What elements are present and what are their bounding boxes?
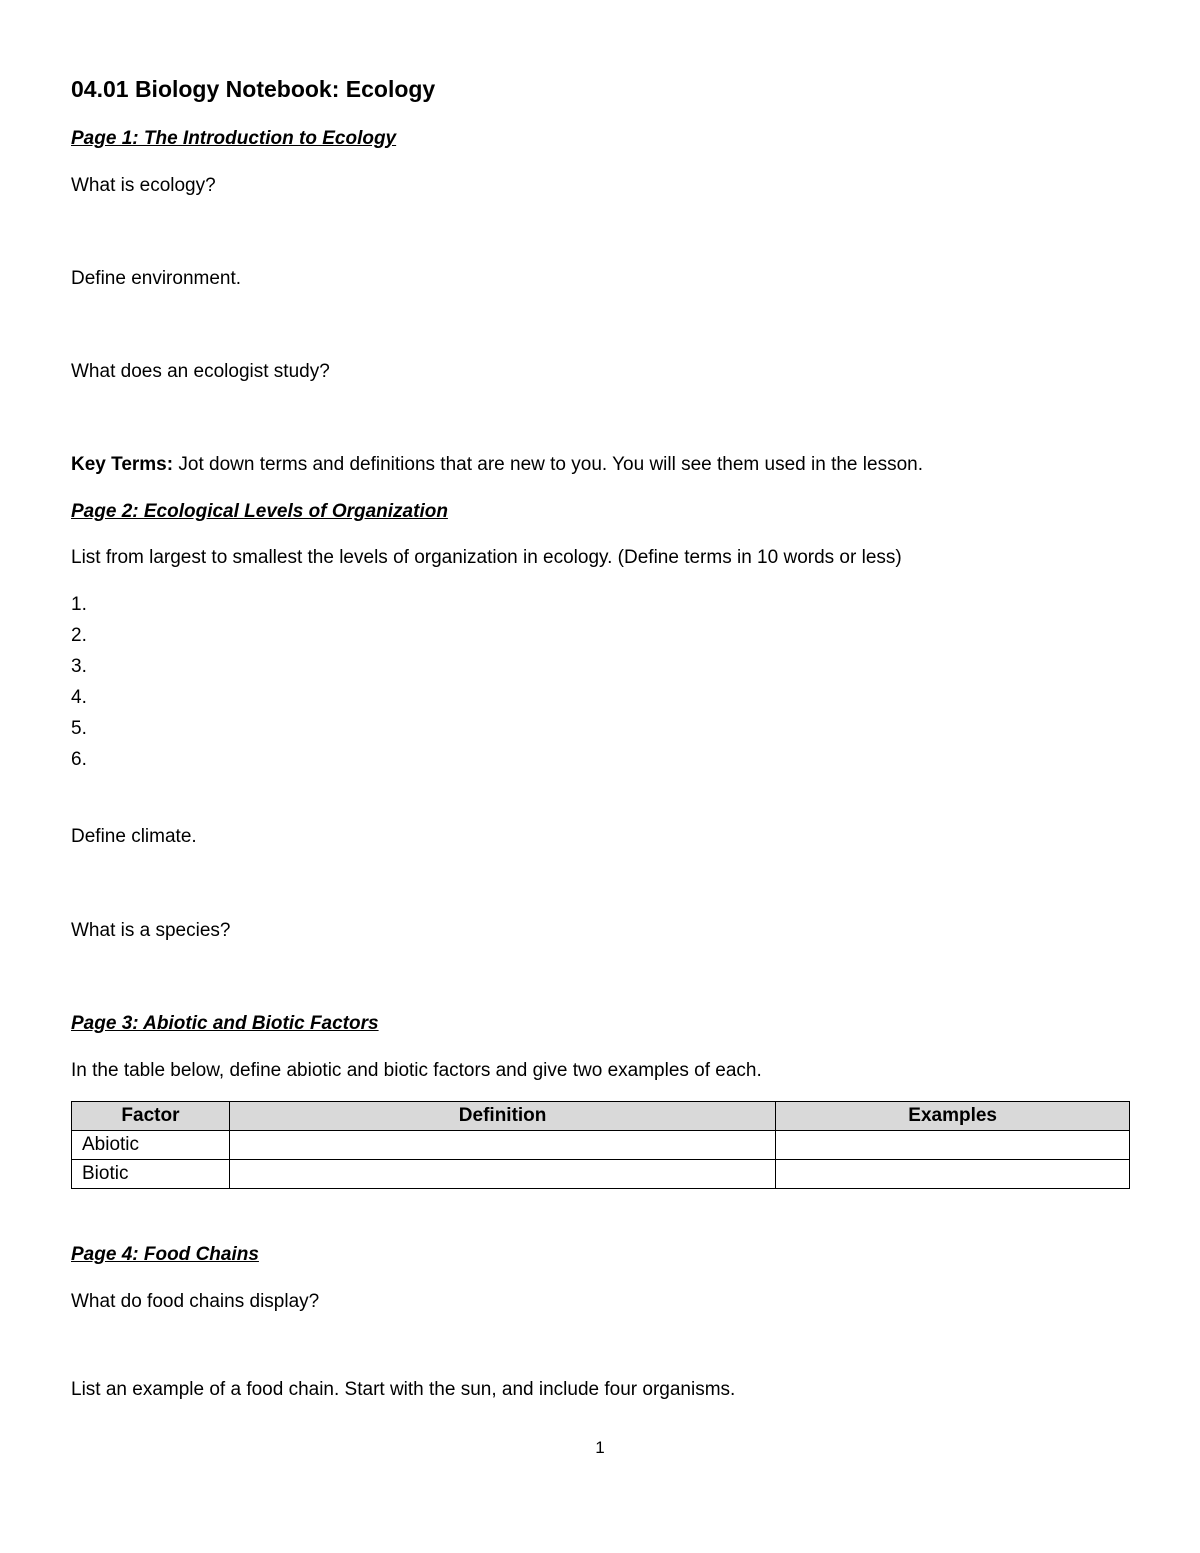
section-heading-page-1: Page 1: The Introduction to Ecology [71, 128, 397, 149]
table-cell-factor: Abiotic [72, 1131, 230, 1160]
question-ecologist-study: What does an ecologist study? [71, 361, 330, 382]
list-item: 2. [71, 625, 87, 646]
table-cell-factor: Biotic [72, 1160, 230, 1189]
question-define-climate: Define climate. [71, 826, 197, 847]
table-header-definition: Definition [229, 1102, 775, 1131]
list-item: 5. [71, 718, 87, 739]
table-cell-definition[interactable] [229, 1131, 775, 1160]
key-terms-line [71, 455, 923, 474]
table-cell-definition[interactable] [229, 1160, 775, 1189]
list-item: 3. [71, 656, 87, 677]
list-item: 6. [71, 749, 87, 770]
section-heading-page-2: Page 2: Ecological Levels of Organization [71, 501, 448, 522]
levels-instruction: List from largest to smallest the levels of organization in ecology. (Define terms in 10 words or less) [71, 547, 902, 568]
question-food-chain-example: List an example of a food chain. Start with the sun, and include four organisms. [71, 1379, 736, 1400]
factors-instruction: In the table below, define abiotic and biotic factors and give two examples of each. [71, 1060, 762, 1081]
document-title: 04.01 Biology Notebook: Ecology [71, 76, 436, 102]
table-row [72, 1160, 1130, 1189]
factors-table [71, 1101, 1130, 1189]
question-what-is-ecology: What is ecology? [71, 175, 216, 196]
question-define-environment: Define environment. [71, 268, 242, 289]
table-header-factor: Factor [72, 1102, 230, 1131]
table-cell-examples[interactable] [776, 1131, 1130, 1160]
section-heading-page-4: Page 4: Food Chains [71, 1244, 259, 1265]
list-item: 1. [71, 594, 87, 615]
list-item: 4. [71, 687, 87, 708]
key-terms-text: Jot down terms and definitions that are new to you. You will see them used in the lesson. [173, 454, 923, 475]
key-terms-label: Key Terms: [71, 454, 174, 475]
page-number: 1 [595, 1438, 605, 1457]
table-row [72, 1131, 1130, 1160]
table-header-examples: Examples [776, 1102, 1130, 1131]
table-header-row [72, 1102, 1130, 1131]
table-cell-examples[interactable] [776, 1160, 1130, 1189]
section-heading-page-3: Page 3: Abiotic and Biotic Factors [71, 1013, 379, 1034]
question-what-is-species: What is a species? [71, 920, 231, 941]
question-food-chains-display: What do food chains display? [71, 1291, 320, 1312]
